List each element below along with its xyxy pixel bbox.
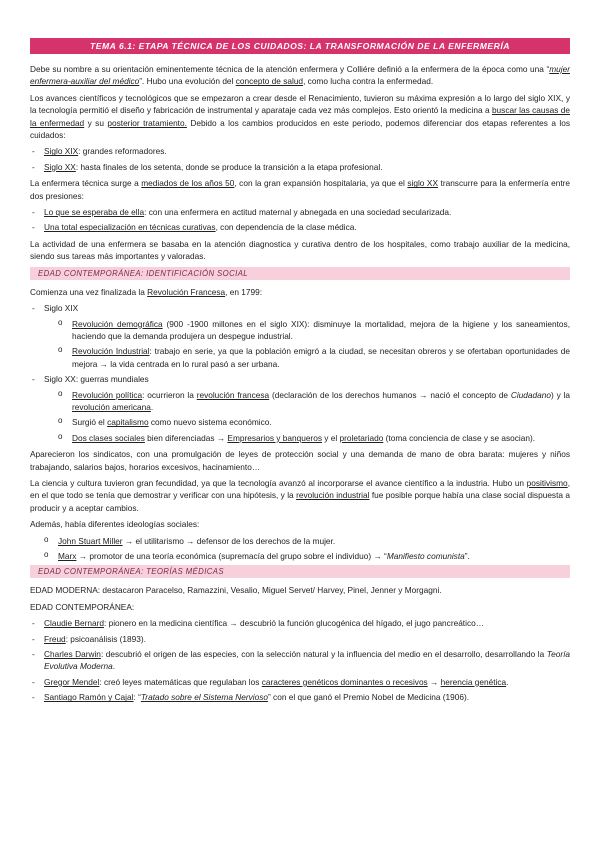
text-run: Siglo XIX (44, 146, 79, 157)
text-run: : hasta finales de los setenta, donde se produce la transición a la etapa profesional. (75, 161, 383, 172)
text-run: La ciencia y cultura tuvieron gran fecundidad, ya que la tecnología avanzó al incorporarse el avance científico a la industria. Hubo un (30, 477, 527, 488)
text-run: Charles Darwin (44, 649, 101, 660)
text-run: revolución francesa (196, 389, 270, 400)
text-run: La enfermera técnica surge a (30, 178, 142, 189)
list-item (30, 648, 570, 673)
unions-paragraph: Aparecieron los sindicatos, con una promulgación de leyes de protección social y una demanda de mano de obra barata: mujeres y niños trabajando, salarios bajos, horarios excesivos, hacinamiento… (30, 449, 570, 472)
text-run: posterior tratamiento. (107, 117, 187, 128)
text-run: Los avances científicos y tecnológicos que se empezaron a crear desde el Renacimiento, tuvieron su máxima expresión a lo largo del siglo XIX, y la tecnología permitió el diseño y fabricación de instrumental y aparataje cada vez más complejos. Esto orientó la medicina a (30, 92, 570, 116)
text-run: Freud (44, 633, 66, 644)
section-heading-social: EDAD CONTEMPORÁNEA: IDENTIFICACIÓN SOCIAL (30, 267, 570, 280)
text-run: Debido a los cambios producidos en este periodo, podemos diferenciar dos etapas referentes a los cuidados: (30, 117, 571, 141)
text-run: , en 1799: (225, 286, 263, 297)
list-item-label: Siglo XIX (44, 303, 79, 314)
text-run: → promotor de una teoría económica (supremacía del grupo sobre el individuo) → “ (76, 551, 387, 561)
text-run: Revolución Francesa (147, 286, 226, 297)
sublist-item (30, 535, 570, 547)
sublist-item (44, 416, 570, 428)
text-run: : pionero en la medicina científica → descubrió la función glucogénica del hígado, el jugo pancreático… (103, 618, 485, 629)
text-run: (declaración de los derechos humanos → nació el concepto de (269, 389, 511, 400)
text-run: : creó leyes matemáticas que regulaban los (99, 676, 262, 687)
contemporary-age-label: EDAD CONTEMPORÁNEA: (30, 601, 135, 612)
text-run: Ciudadano (510, 389, 551, 400)
text-run: herencia genética (440, 676, 507, 687)
list-item (30, 617, 570, 629)
text-run: como nuevo sistema económico. (148, 417, 272, 428)
text-run: siglo XX (407, 178, 438, 189)
text-run: proletariado (339, 432, 384, 443)
text-run: mujer enfermera-auxiliar del médico (30, 64, 570, 87)
text-run: Claudie Bernard (44, 618, 104, 629)
text-run: fue posible porque había una clase social dispuesta a producir y a aceptar cambios. (30, 490, 571, 513)
text-run: : “ (133, 692, 141, 703)
technical-nurse-paragraph (30, 177, 570, 202)
sublist-item (44, 318, 570, 343)
advances-paragraph (30, 92, 570, 142)
french-revolution-paragraph (30, 286, 570, 298)
text-run: transcurre para la enfermería entre dos presiones: (30, 178, 571, 201)
text-run: bien diferenciadas → (144, 432, 228, 443)
text-run: Teoría Evolutiva Moderna (44, 649, 570, 672)
text-run: Gregor Mendel (44, 676, 100, 687)
list-item (30, 145, 570, 157)
centuries-list (30, 302, 570, 444)
text-run: ) y la (551, 389, 570, 400)
list-item (30, 633, 570, 645)
text-run: , como lucha contra la enfermedad. (303, 76, 434, 87)
ideologies-list (30, 535, 570, 563)
sublist-item (44, 432, 570, 444)
text-run: (toma conciencia de clase y se asocian). (383, 432, 536, 443)
text-run: capitalismo (107, 417, 149, 428)
science-paragraph (30, 477, 570, 514)
text-run: John Stuart Miller (58, 535, 123, 546)
activity-paragraph: La actividad de una enfermera se basaba en la atención diagnostica y curativa dentro de los hospitales, como trabajo auxiliar de la medicina, siendo sus tareas más importantes y valoradas. (30, 238, 570, 262)
text-run: concepto de salud (235, 76, 304, 87)
text-run: caracteres genéticos dominantes o recesivos (261, 676, 428, 687)
text-run: Marx (58, 551, 77, 561)
text-run: ”. Hubo una evolución del (139, 76, 236, 87)
text-run: → (427, 676, 441, 687)
section-heading-theories: EDAD CONTEMPORÁNEA: TEORÍAS MÉDICAS (30, 565, 570, 578)
text-run: positivismo (526, 477, 568, 488)
text-run: revolución americana (72, 401, 151, 412)
text-run: : descubrió el origen de las especies, con la selección natural y la influencia del medio en el desarrollo, desarrollando la (100, 649, 547, 660)
list-item (30, 221, 570, 233)
text-run: Revolución Industrial (72, 346, 150, 357)
text-run: Siglo XX (44, 161, 76, 172)
text-run: Surgió el (72, 417, 108, 428)
list-item (30, 676, 570, 688)
text-run: Revolución demográfica (72, 318, 163, 329)
text-run: . (506, 676, 509, 687)
pressures-list (30, 206, 570, 234)
text-run: , con la gran expansión hospitalaria, ya que el (234, 178, 408, 189)
text-run: Debe su nombre a su orientación eminentemente técnica de la atención enfermera y Colliére definió a la enfermera de la época como una “ (30, 64, 550, 74)
list-item (30, 206, 570, 218)
page-title: TEMA 6.1: ETAPA TÉCNICA DE LOS CUIDADOS: LA TRANSFORMACIÓN DE LA ENFERMERÍA (30, 38, 570, 54)
text-run: : ocurrieron la (142, 389, 197, 400)
list-item (30, 691, 570, 703)
sublist (44, 389, 570, 445)
text-run: : con una enfermera en actitud maternal y abnegada en una sociedad secularizada. (144, 207, 452, 218)
text-run: revolución industrial (296, 490, 370, 501)
list-item-siglo-xix (30, 302, 570, 370)
text-run: mediados de los años 50 (141, 178, 235, 189)
text-run: : psicoanálisis (1893). (65, 633, 146, 644)
theories-list (30, 617, 570, 703)
list-item (30, 161, 570, 173)
text-run: . (150, 401, 154, 412)
sublist-item (44, 345, 570, 370)
text-run: y el (321, 432, 340, 443)
stages-list (30, 145, 570, 173)
text-run: → el utilitarismo → defensor de los derechos de la mujer. (122, 535, 336, 546)
list-item-siglo-xx (30, 373, 570, 444)
modern-age-paragraph: EDAD MODERNA: destacaron Paracelso, Ramazzini, Vesalio, Miguel Servet/ Harvey, Pinel, Jenner y Morgagni. (30, 585, 442, 596)
text-run: buscar las causas de la enfermedad (30, 105, 570, 128)
text-run: Una total especialización en técnicas curativas (44, 222, 216, 233)
text-run: (900 -1900 millones en el siglo XIX): disminuye la mortalidad, mejora de la higiene y los saneamientos, haciendo que la demanda produjera un despegue industrial. (72, 318, 570, 341)
sublist-item (44, 389, 570, 414)
text-run: Lo que se esperaba de ella (44, 207, 145, 218)
text-run: Tratado sobre el Sistema Nervioso (140, 692, 268, 703)
text-run: : grandes reformadores. (78, 146, 167, 157)
text-run: Empresarios y banqueros (227, 432, 322, 443)
text-run: . (112, 661, 116, 672)
text-run: ”. (464, 551, 470, 561)
text-run: , en el que todo se tenía que demostrar y verificar con una hipótesis, y la (30, 477, 570, 501)
ideologies-intro: Además, había diferentes ideologías sociales: (30, 519, 200, 530)
text-run: , con dependencia de la clase médica. (215, 222, 357, 233)
text-run: Revolución política (72, 389, 143, 400)
text-run: ” con el que ganó el Premio Nobel de Medicina (1906). (267, 692, 470, 703)
intro-paragraph (30, 63, 570, 88)
text-run: : trabajo en serie, ya que la población emigró a la ciudad, se necesitan obreros y se ofertaban oportunidades de mejora → la vida centrada en lo rural pasó a ser urbana. (72, 346, 570, 369)
text-run: y su (84, 117, 108, 128)
text-run: Manifiesto comunista (386, 551, 465, 561)
list-item-label: Siglo XX: guerras mundiales (44, 374, 149, 385)
text-run: Santiago Ramón y Cajal (44, 692, 134, 703)
sublist-item (30, 550, 570, 562)
sublist (44, 318, 570, 371)
text-run: Comienza una vez finalizada la (30, 286, 148, 297)
text-run: Dos clases sociales (72, 432, 145, 443)
